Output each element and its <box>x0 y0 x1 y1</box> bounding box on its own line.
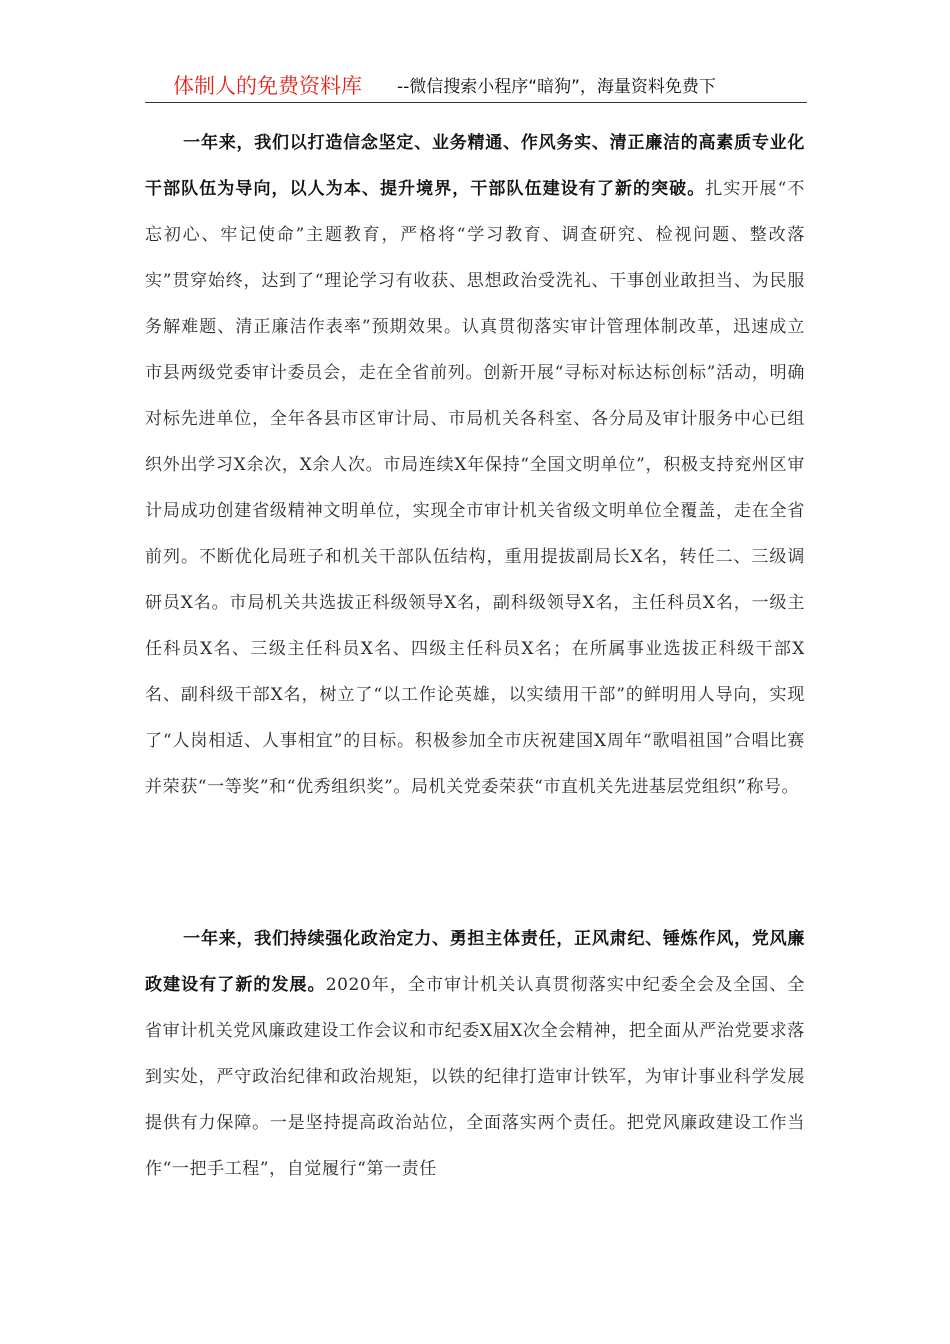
header-brand: 体制人的免费资料库 <box>173 74 362 98</box>
paragraph-body: 2020年，全市审计机关认真贯彻落实中纪委全会及全国、全省审计机关党风廉政建设工作会议和市纪委X届X次全会精神，把全面从严治党要求落到实处，严守政治纪律和政治规矩，以铁的纪律打造审计铁军，为审计事业科学发展提供有力保障。一是坚持提高政治站位，全面落实两个责任。把党风廉政建设工作当作“一把手工程”，自觉履行“第一责任 <box>145 975 805 1179</box>
header-tagline: --微信搜索小程序“暗狗”，海量资料免费下 <box>397 77 716 97</box>
paragraph-party-conduct <box>145 916 805 1192</box>
paragraph-body: 扎实开展“不忘初心、牢记使命”主题教育，严格将“学习教育、调查研究、检视问题、整改落实”贯穿始终，达到了“理论学习有收获、思想政治受洗礼、干事创业敢担当、为民服务解难题、清正廉洁作表率”预期效果。认真贯彻落实审计管理体制改革，迅速成立市县两级党委审计委员会，走在全省前列。创新开展“寻标对标达标创标”活动，明确对标先进单位，全年各县市区审计局、市局机关各科室、各分局及审计服务中心已组织外出学习X余次，X余人次。市局连续X年保持“全国文明单位”，积极支持兖州区审计局成功创建省级精神文明单位，实现全市审计机关省级文明单位全覆盖，走在全省前列。不断优化局班子和机关干部队伍结构，重用提拔副局长X名，转任二、三级调研员X名。市局机关共选拔正科级领导X名，副科级领导X名，主任科员X名，一级主任科员X名、三级主任科员X名、四级主任科员X名；在所属事业选拔正科级干部X名、副科级干部X名，树立了“以工作论英雄，以实绩用干部”的鲜明用人导向，实现了“人岗相适、人事相宜”的目标。积极参加全市庆祝建国X周年“歌唱祖国”合唱比赛并荣获“一等奖”和“优秀组织奖”。局机关党委荣获“市直机关先进基层党组织”称号。 <box>145 179 805 797</box>
page-header <box>145 72 807 103</box>
paragraph-lead: 一年来，我们以打造信念坚定、业务精通、作风务实、清正廉洁的高素质专业化干部队伍为导向，以人为本、提升境界，干部队伍建设有了新的突破。 <box>145 133 805 199</box>
paragraph-cadre-team <box>145 120 805 810</box>
paragraph-lead: 一年来，我们持续强化政治定力、勇担主体责任，正风肃纪、锤炼作风，党风廉政建设有了新的发展。 <box>145 929 805 995</box>
